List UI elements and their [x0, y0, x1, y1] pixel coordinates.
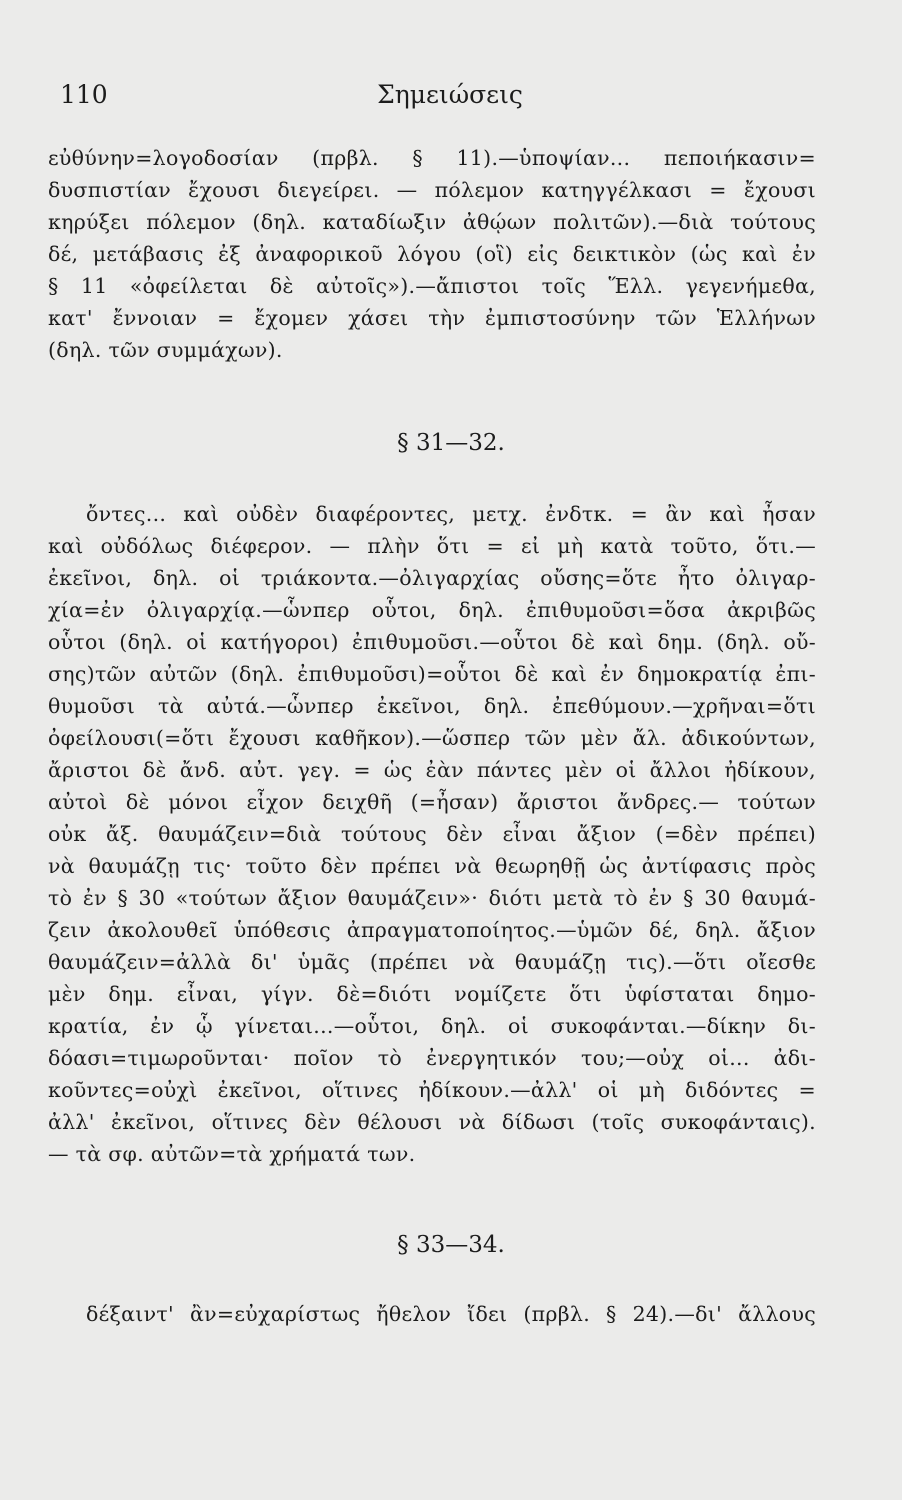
text-line: κρατία, ἐν ᾧ γίνεται...—οὗτοι, δηλ. οἱ συκοφάνται.—δίκην δι-	[48, 1014, 816, 1038]
text-line: δέ, μετάβασις ἐξ ἀναφορικοῦ λόγου (οἳ) εἰς δεικτικὸν (ὡς καὶ ἐν	[48, 242, 816, 266]
text-line: (δηλ. τῶν συμμάχων).	[48, 338, 283, 362]
text-line: οὗτοι (δηλ. οἱ κατήγοροι) ἐπιθυμοῦσι.—οὗτοι δὲ καὶ δημ. (δηλ. οὔ-	[48, 630, 816, 654]
text-line: ἄριστοι δὲ ἄνδ. αὐτ. γεγ. = ὡς ἐὰν πάντες μὲν οἱ ἄλλοι ἠδίκουν,	[48, 758, 816, 782]
section-heading: § 33—34.	[397, 1232, 505, 1258]
text-line: καὶ οὐδόλως διέφερον. — πλὴν ὅτι = εἰ μὴ κατὰ τοῦτο, ὅτι.—	[48, 534, 816, 558]
text-line: κατ' ἔννοιαν = ἔχομεν χάσει τὴν ἐμπιστοσύνην τῶν Ἑλλήνων	[48, 306, 816, 330]
text-line: χία=ἐν ὀλιγαρχίᾳ.—ὧνπερ οὗτοι, δηλ. ἐπιθυμοῦσι=ὅσα ἀκριβῶς	[48, 598, 816, 622]
page-number: 110	[60, 80, 108, 109]
running-title: Σημειώσεις	[377, 80, 523, 109]
section-heading: § 31—32.	[397, 430, 505, 456]
text-line: ἐκεῖνοι, δηλ. οἱ τριάκοντα.—ὀλιγαρχίας οὔσης=ὅτε ἦτο ὀλιγαρ-	[48, 566, 816, 590]
text-line: κοῦντες=οὐχὶ ἐκεῖνοι, οἵτινες ἠδίκουν.—ἀλλ' οἱ μὴ διδόντες =	[48, 1078, 816, 1102]
text-line: τὸ ἐν § 30 «τούτων ἄξιον θαυμάζειν»· διότι μετὰ τὸ ἐν § 30 θαυμά-	[48, 886, 816, 910]
text-line: δέξαιντ' ἂν=εὐχαρίστως ἤθελον ἴδει (πρβλ. § 24).—δι' ἄλλους	[86, 1302, 816, 1326]
text-line: μὲν δημ. εἶναι, γίγν. δὲ=διότι νομίζετε ὅτι ὑφίσταται δημο-	[48, 982, 816, 1006]
text-line: ζειν ἀκολουθεῖ ὑπόθεσις ἀπραγματοποίητος.—ὑμῶν δέ, δηλ. ἄξιον	[48, 918, 816, 942]
text-line: § 11 «ὀφείλεται δὲ αὐτοῖς»).—ἄπιστοι τοῖς Ἕλλ. γεγενήμεθα,	[48, 274, 816, 298]
text-line: σης)τῶν αὐτῶν (δηλ. ἐπιθυμοῦσι)=οὗτοι δὲ καὶ ἐν δημοκρατίᾳ ἐπι-	[48, 662, 816, 686]
page-header	[60, 80, 840, 120]
text-line: ἀλλ' ἐκεῖνοι, οἵτινες δὲν θέλουσι νὰ δίδωσι (τοῖς συκοφάνταις).	[48, 1110, 816, 1134]
text-line: δυσπιστίαν ἔχουσι διεγείρει. — πόλεμον κατηγγέλκασι = ἔχουσι	[48, 178, 816, 202]
text-line: εὐθύνην=λογοδοσίαν (πρβλ. § 11).—ὑποψίαν... πεποιήκασιν=	[48, 146, 816, 170]
text-line: θαυμάζειν=ἀλλὰ δι' ὑμᾶς (πρέπει νὰ θαυμάζῃ τις).—ὅτι οἴεσθε	[48, 950, 816, 974]
text-line: — τὰ σφ. αὐτῶν=τὰ χρήματά των.	[48, 1142, 416, 1166]
text-line: ὀφείλουσι(=ὅτι ἔχουσι καθῆκον).—ὥσπερ τῶν μὲν ἄλ. ἀδικούντων,	[48, 726, 816, 750]
text-line: κηρύξει πόλεμον (δηλ. καταδίωξιν ἀθῴων πολιτῶν).—διὰ τούτους	[48, 210, 816, 234]
text-line: θυμοῦσι τὰ αὐτά.—ὧνπερ ἐκεῖνοι, δηλ. ἐπεθύμουν.—χρῆναι=ὅτι	[48, 694, 816, 718]
text-line: οὐκ ἄξ. θαυμάζειν=διὰ τούτους δὲν εἶναι ἄξιον (=δὲν πρέπει)	[48, 822, 816, 846]
text-line: δόασι=τιμωροῦνται· ποῖον τὸ ἐνεργητικόν του;—οὐχ οἱ... ἀδι-	[48, 1046, 816, 1070]
text-line: ὄντες... καὶ οὐδὲν διαφέροντες, μετχ. ἐνδτκ. = ἂν καὶ ἦσαν	[86, 502, 816, 526]
text-line: αὐτοὶ δὲ μόνοι εἶχον δειχθῆ (=ἦσαν) ἄριστοι ἄνδρες.— τούτων	[48, 790, 816, 814]
text-line: νὰ θαυμάζῃ τις· τοῦτο δὲν πρέπει νὰ θεωρηθῇ ὡς ἀντίφασις πρὸς	[48, 854, 816, 878]
